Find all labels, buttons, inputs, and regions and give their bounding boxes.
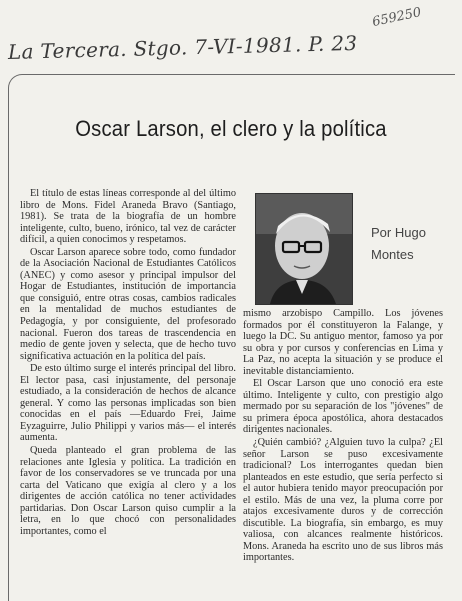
paragraph: De esto último surge el interés principal del libro. El lector pasa, casi injustamente, del personaje estudiado, a la consideración de hechos de alcance general. Y como las personas implicadas son bien conocidas en el país —Eduardo Frei, Jaime Eyzaguirre, Julio Philippi y varios más— el interés aumenta. — [20, 363, 236, 444]
handwritten-source-note: La Tercera. Stgo. 7-VI-1981. P. 23 — [7, 30, 358, 64]
paragraph: ¿Quién cambió? ¿Alguien tuvo la culpa? ¿El señor Larson se puso excesivamente tradicional? Los interrogantes quedan bien planteados en este estudio, que sería perfecto si el autor hubiera tenido mayor preocupación por el estilo. Más de una vez, la pluma corre por atajos excesivamente duros y de corrección discutible. La biografía, sin embargo, es muy valiosa, con alcances realmente históricos. Mons. Araneda ha escrito uno de sus libros más importantes. — [243, 437, 443, 564]
paragraph: Queda planteado el gran problema de las relaciones ante Iglesia y política. La tradición en favor de los conservadores se ve truncada por una carta del Vaticano que exigía al clero y a los dirigentes de acción católica no tener actividades partidarias. Don Oscar Larson quiso cumplir a la letra, en lo que chocó con personalidades importantes, como el — [20, 445, 236, 537]
article-column-left — [20, 188, 236, 537]
author-photo — [255, 193, 353, 305]
byline-author: Montes — [371, 247, 414, 262]
article-column-right — [243, 308, 443, 564]
byline-prefix: Por Hugo — [371, 225, 426, 240]
handwritten-reference-number: 659250 — [370, 5, 423, 30]
byline — [371, 222, 426, 266]
paragraph: El Oscar Larson que uno conoció era este último. Inteligente y culto, con prestigio algo mermado por su separación de los "jóvenes" de su primera época apostólica, ahora destacados dirigentes nacionales. — [243, 378, 443, 436]
article-title: Oscar Larson, el clero y la política — [75, 116, 387, 141]
author-portrait-image — [256, 194, 352, 304]
paragraph: Oscar Larson aparece sobre todo, como fundador de la Asociación Nacional de Estudiantes Católicos (ANEC) y como asesor y principal impulsor del Hogar de Estudiantes, institución de importancia que consiguió, entre otras cosas, cambios radicales en la mentalidad de muchos estudiantes de Pedagogía, y por consiguiente, del profesorado nacional. Fueron dos tareas de trascendencia en medio de gente joven y selecta, que de hecho tuvo significativa actuación en la política del país. — [20, 246, 236, 362]
paragraph: mismo arzobispo Campillo. Los jóvenes formados por él constituyeron la Falange, y luego la DC. Su antiguo mentor, famoso ya por su obra y por cursos y conferencias en Lima y La Paz, no acepta la situación y se produce el inevitable distanciamiento. — [243, 308, 443, 377]
paragraph: El título de estas líneas corresponde al del último libro de Mons. Fidel Araneda Bravo (Santiago, 1981). Se trata de la biografía de un hombre inteligente, culto, bueno, irónico, tal vez de carácter difícil, a quien conocimos y respetamos. — [20, 188, 236, 246]
